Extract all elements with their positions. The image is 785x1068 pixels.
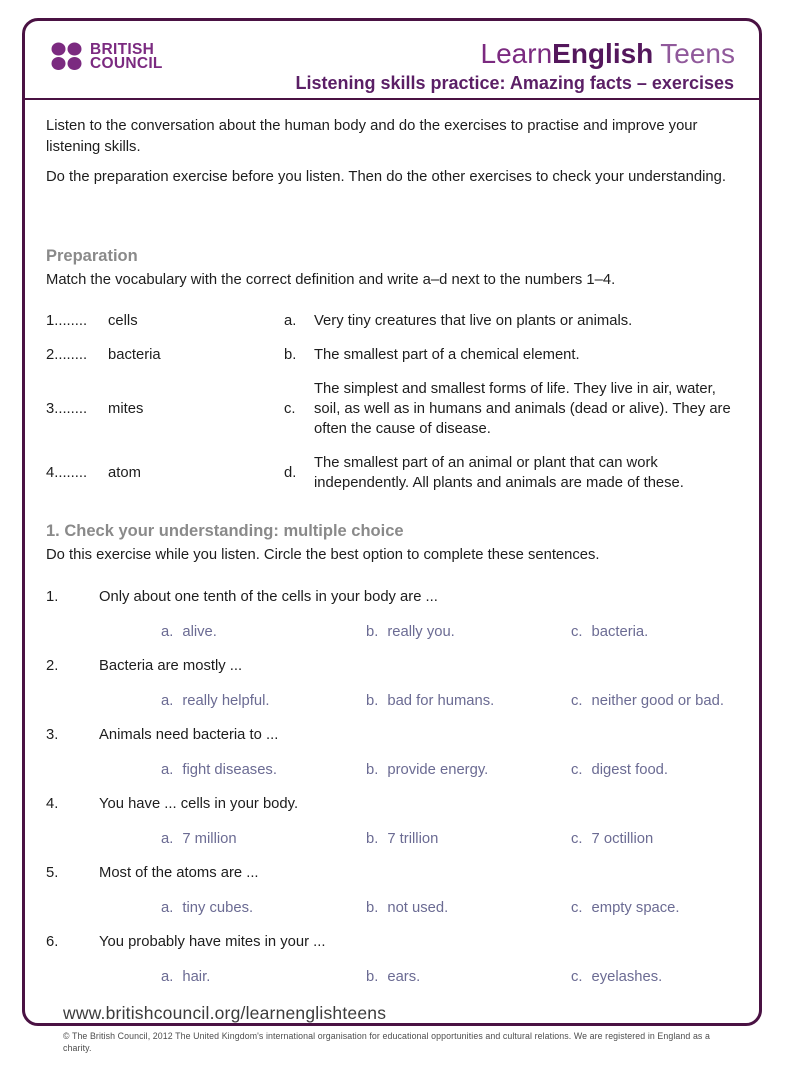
option-c <box>571 691 734 712</box>
learnenglish-teens-wordmark <box>481 39 735 69</box>
match-number: 1........ <box>46 313 88 329</box>
footer <box>46 1001 734 1068</box>
wordmark-learn: Learn <box>480 38 553 69</box>
exercise1-instruction: Do this exercise while you listen. Circle the best option to complete these sentences. <box>46 546 600 563</box>
option-text: 7 octillion <box>591 830 654 847</box>
option-text: alive. <box>182 623 217 640</box>
option-letter: b. <box>366 761 379 778</box>
option-text: eyelashes. <box>591 968 663 985</box>
question-5 <box>46 863 734 919</box>
option-letter: a. <box>161 761 174 778</box>
worksheet-body <box>25 100 759 1068</box>
option-text: tiny cubes. <box>182 899 254 916</box>
option-letter: b. <box>366 623 379 640</box>
wordmark-english: English <box>552 38 654 69</box>
question-number: 5. <box>46 864 59 881</box>
page-title: Listening skills practice: Amazing facts – exercises <box>295 73 734 93</box>
match-definition: Very tiny creatures that live on plants or animals. <box>314 313 633 329</box>
option-text: 7 million <box>182 830 237 847</box>
question-6 <box>46 932 734 988</box>
option-b <box>366 898 571 919</box>
british-council-wordmark <box>90 41 163 71</box>
option-letter: b. <box>366 968 379 985</box>
matching-exercise <box>46 312 734 494</box>
option-b <box>366 622 571 643</box>
wordmark-teens: Teens <box>660 38 735 69</box>
option-b <box>366 967 571 988</box>
option-text: fight diseases. <box>182 761 277 778</box>
match-letter: c. <box>284 400 296 417</box>
option-text: bacteria. <box>591 623 649 640</box>
british-council-logo <box>51 41 163 71</box>
multiple-choice-exercise <box>46 587 734 1001</box>
option-text: hair. <box>182 968 211 985</box>
option-b <box>366 691 571 712</box>
option-a <box>161 898 366 919</box>
option-text: not used. <box>387 899 449 916</box>
option-c <box>571 760 734 781</box>
option-text: empty space. <box>591 899 680 916</box>
option-text: really you. <box>387 623 455 640</box>
option-letter: a. <box>161 830 174 847</box>
logo-line-2: COUNCIL <box>90 55 163 72</box>
option-letter: c. <box>571 623 583 640</box>
question-1 <box>46 587 734 643</box>
option-text: 7 trillion <box>387 830 439 847</box>
option-text: bad for humans. <box>387 692 495 709</box>
match-number: 2........ <box>46 346 88 363</box>
match-definition: The smallest part of an animal or plant that can work independently. All plants and animals are made of these. <box>314 454 684 491</box>
option-letter: c. <box>571 899 583 916</box>
question-3 <box>46 725 734 781</box>
preparation-heading: Preparation <box>46 247 138 265</box>
option-c <box>571 829 734 850</box>
question-text: Animals need bacteria to ... <box>99 726 279 743</box>
option-letter: c. <box>571 761 583 778</box>
option-text: neither good or bad. <box>591 692 724 709</box>
match-number: 3........ <box>46 400 88 417</box>
option-a <box>161 622 366 643</box>
match-number: 4........ <box>46 464 88 481</box>
intro-paragraph-2: Do the preparation exercise before you listen. Then do the other exercises to check your understanding. <box>46 169 726 185</box>
question-text: You probably have mites in your ... <box>99 933 326 950</box>
question-text: You have ... cells in your body. <box>99 795 299 812</box>
match-definition: The smallest part of a chemical element. <box>314 346 580 363</box>
preparation-instruction: Match the vocabulary with the correct definition and write a–d next to the numbers 1–4. <box>46 272 616 288</box>
question-4 <box>46 794 734 850</box>
option-letter: c. <box>571 692 583 709</box>
option-a <box>161 967 366 988</box>
option-letter: b. <box>366 692 379 709</box>
footer-copyright: © The British Council, 2012 The United Kingdom's international organisation for educational opportunities and cultural relations. We are registered in England as a charity. <box>63 1030 710 1054</box>
option-text: really helpful. <box>182 692 270 709</box>
worksheet-page <box>22 18 762 1054</box>
option-a <box>161 691 366 712</box>
match-letter: d. <box>284 464 297 481</box>
option-letter: a. <box>161 968 174 985</box>
option-c <box>571 967 734 988</box>
question-2 <box>46 656 734 712</box>
option-letter: a. <box>161 623 174 640</box>
option-c <box>571 622 734 643</box>
question-number: 1. <box>46 588 59 605</box>
question-number: 6. <box>46 933 59 950</box>
match-word: atom <box>108 464 141 481</box>
question-number: 2. <box>46 657 59 674</box>
option-letter: c. <box>571 830 583 847</box>
option-letter: a. <box>161 692 174 709</box>
option-letter: c. <box>571 968 583 985</box>
exercise1-heading: 1. Check your understanding: multiple choice <box>46 521 404 540</box>
logo-line-1: BRITISH <box>90 41 155 58</box>
footer-url-link[interactable]: www.britishcouncil.org/learnenglishteens <box>63 1002 387 1023</box>
option-text: provide energy. <box>387 761 489 778</box>
option-b <box>366 760 571 781</box>
british-council-dots-icon <box>51 41 83 71</box>
option-letter: a. <box>161 899 174 916</box>
option-letter: b. <box>366 899 379 916</box>
option-a <box>161 760 366 781</box>
match-word: cells <box>108 313 138 329</box>
match-definition: The simplest and smallest forms of life. They live in air, water, soil, as well as in humans and animals (dead or alive). They are often the cause of disease. <box>314 380 731 437</box>
match-letter: a. <box>284 313 297 329</box>
option-letter: b. <box>366 830 379 847</box>
question-text: Only about one tenth of the cells in your body are ... <box>99 588 438 605</box>
option-c <box>571 898 734 919</box>
match-word: mites <box>108 400 144 417</box>
question-text: Bacteria are mostly ... <box>99 657 243 674</box>
match-word: bacteria <box>108 346 161 363</box>
option-text: ears. <box>387 968 421 985</box>
question-number: 4. <box>46 795 59 812</box>
match-letter: b. <box>284 346 297 363</box>
intro-paragraph-1: Listen to the conversation about the human body and do the exercises to practise and improve your listening skills. <box>46 118 698 155</box>
header <box>25 21 759 93</box>
option-b <box>366 829 571 850</box>
option-a <box>161 829 366 850</box>
option-text: digest food. <box>591 761 669 778</box>
question-number: 3. <box>46 726 59 743</box>
question-text: Most of the atoms are ... <box>99 864 259 881</box>
